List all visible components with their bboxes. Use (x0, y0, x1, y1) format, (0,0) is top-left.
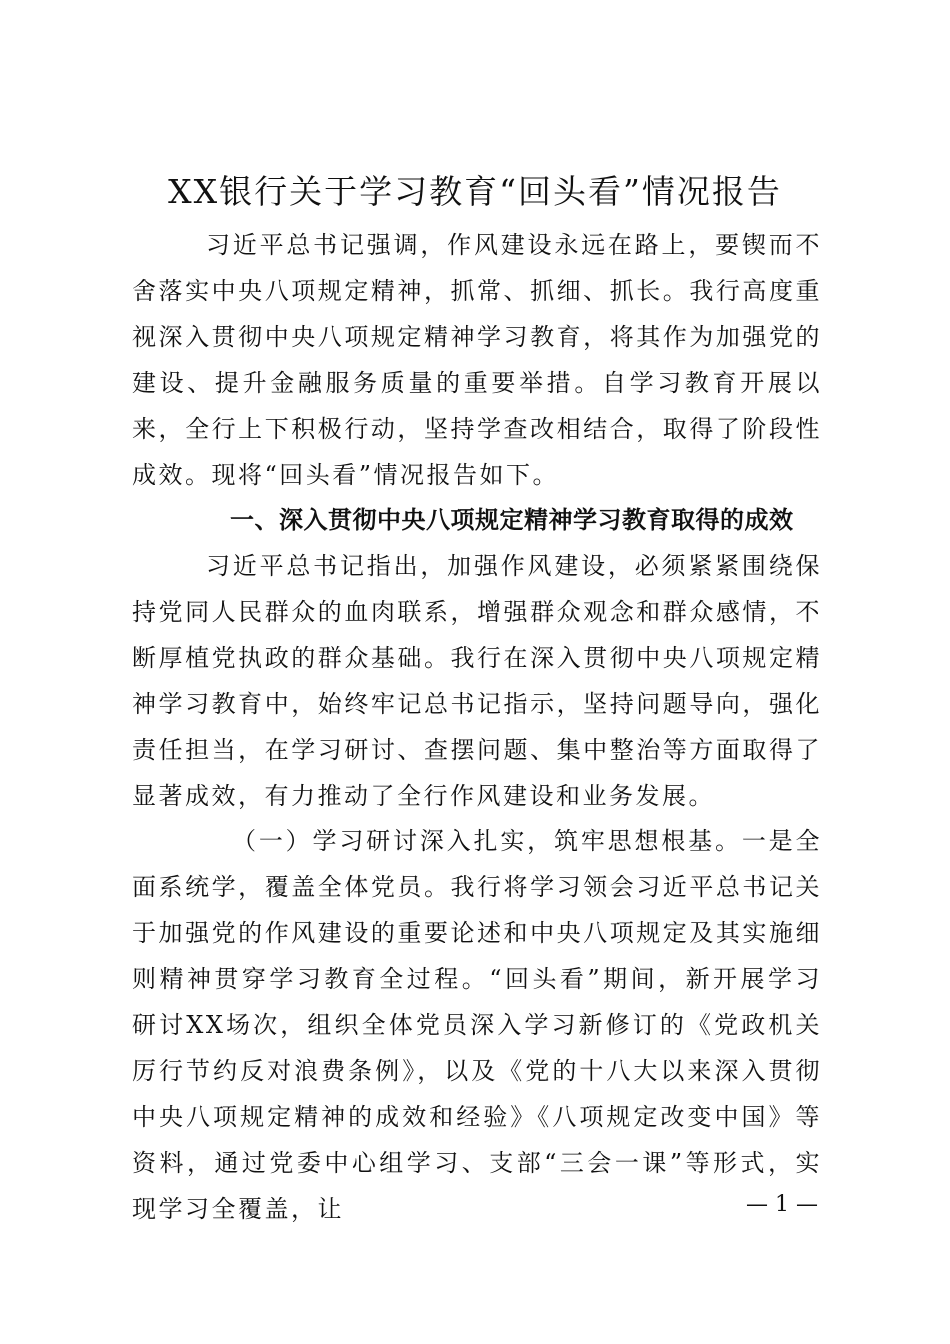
intro-paragraph: 习近平总书记强调，作风建设永远在路上，要锲而不舍落实中央八项规定精神，抓常、抓细、抓长。我行高度重视深入贯彻中央八项规定精神学习教育，将其作为加强党的建设、提升金融服务质量的重要举措。自学习教育开展以来，全行上下积极行动，坚持学查改相结合，取得了阶段性成效。现将“回头看”情况报告如下。 (132, 231, 822, 489)
subsection-1-paragraph: （一）学习研讨深入扎实，筑牢思想根基。一是全面系统学，覆盖全体党员。我行将学习领会习近平总书记关于加强党的作风建设的重要论述和中央八项规定及其实施细则精神贯穿学习教育全过程。“回头看”期间，新开展学习研讨XX场次，组织全体党员深入学习新修订的《党政机关厉行节约反对浪费条例》，以及《党的十八大以来深入贯彻中央八项规定精神的成效和经验》《八项规定改变中国》等资料，通过党委中心组学习、支部“三会一课”等形式，实现学习全覆盖，让 (132, 827, 822, 1223)
section-heading-1: 一、深入贯彻中央八项规定精神学习教育取得的成效 (230, 506, 794, 534)
section-1-paragraph: 习近平总书记指出，加强作风建设，必须紧紧围绕保持党同人民群众的血肉联系，增强群众观念和群众感情，不断厚植党执政的群众基础。我行在深入贯彻中央八项规定精神学习教育中，始终牢记总书记指示，坚持问题导向，强化责任担当，在学习研讨、查摆问题、集中整治等方面取得了显著成效，有力推动了全行作风建设和业务发展。 (132, 552, 822, 810)
document-title: XX银行关于学习教育“回头看”情况报告 (168, 172, 782, 211)
page-number: — 1 — (746, 1192, 818, 1217)
